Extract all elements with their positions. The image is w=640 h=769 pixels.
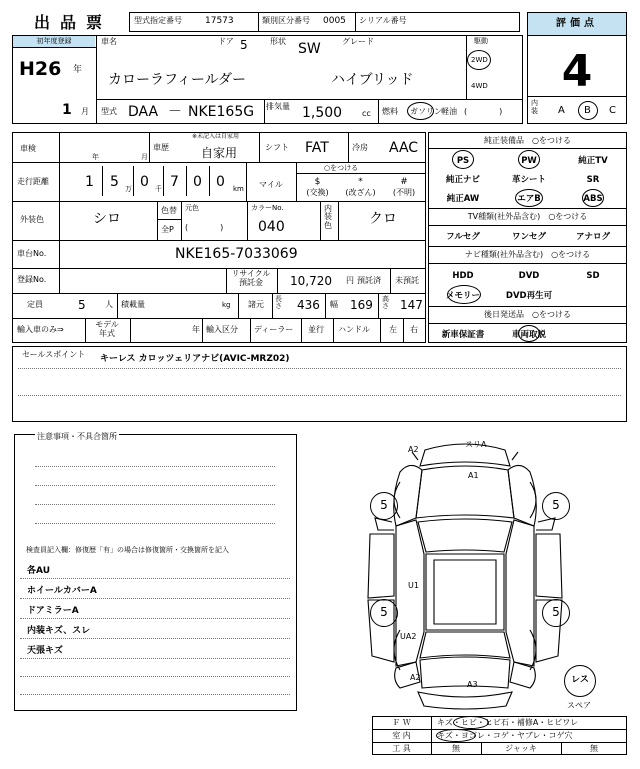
model-spec-value: 17573 [205, 16, 234, 26]
mileage-digit-6: 0 [216, 174, 225, 190]
footer-interior-value: キズ・ヨゴレ・コゲ・ヤブレ・コゲ穴 [437, 731, 573, 740]
drive-circle [467, 50, 491, 70]
recycle-label: リサイクル預託金 [231, 269, 271, 287]
length-label: 長さ [275, 295, 282, 311]
doc-manual-circle [518, 325, 540, 342]
navi-memory: メモリー [445, 291, 480, 301]
note-line-1: 各AU [27, 566, 50, 576]
mileage-opt-tamper-sym: * [358, 177, 363, 187]
era-year: H26 [19, 58, 62, 80]
diagram-label-front-center: A1 [468, 471, 479, 480]
footer-jack-label: ジャッキ [505, 744, 537, 753]
grade-value: ハイブリッド [331, 72, 414, 88]
shape-label: 形状 [270, 37, 286, 46]
ac-label: 冷房 [352, 143, 368, 152]
navi-sd: SD [586, 271, 600, 281]
height-value: 147 [400, 298, 423, 312]
page-title: 出品票 [34, 13, 113, 32]
note-line-5: 天張キズ [27, 646, 63, 656]
tire-front-left-depth: 5 [380, 498, 388, 512]
interior-grade-circle [578, 101, 598, 120]
diagram-label-front-left: A2 [408, 445, 419, 454]
equip-navi: 純正ナビ [445, 175, 480, 185]
mileage-digit-4: 7 [170, 174, 179, 190]
drive-2wd: 2WD [471, 56, 488, 64]
capacity-value: 5 [78, 298, 86, 312]
recycle-unit: 円 [346, 276, 354, 285]
diesel-label: 軽油 [441, 107, 457, 116]
navi-memory-circle [447, 285, 481, 304]
specs-label: 諸元 [248, 300, 264, 309]
length-value: 436 [297, 298, 320, 312]
door-label: ドア [218, 37, 234, 46]
grade-label: グレード [342, 37, 374, 46]
diagram-label-left-rear: UA2 [400, 632, 417, 641]
import-year-unit: 年 [192, 325, 200, 334]
month-unit: 月 [81, 107, 89, 116]
width-value: 169 [350, 298, 373, 312]
inspector-label: 検査員記入欄：修復歴「有」の場合は修復箇所・交換箇所を記入 [26, 546, 229, 554]
equip-ps-circle [452, 150, 474, 169]
shift-label: シフト [265, 143, 289, 152]
car-name: カローラフィールダー [108, 72, 247, 88]
drive-4wd: 4WD [471, 82, 488, 90]
history-label: 車歴 [153, 143, 169, 152]
equip-leather: 革シート [511, 175, 546, 185]
type-model: NKE165G [188, 104, 255, 120]
note-line-3: ドアミラーA [27, 606, 79, 616]
score-label: 評価点 [556, 18, 598, 29]
mile-label: マイル [259, 180, 283, 189]
ac-value: AAC [389, 140, 419, 156]
footer-tools-label: 工 具 [392, 744, 411, 753]
equip-sr: SR [586, 175, 600, 185]
mileage-digit-2: 5 [110, 174, 119, 190]
km-unit: km [233, 185, 244, 193]
diagram-label-left-door: U1 [408, 581, 419, 590]
car-name-label: 車名 [101, 37, 117, 46]
height-label: 高さ [382, 295, 389, 311]
tv-analog: アナログ [575, 232, 610, 242]
equip-aw: 純正AW [446, 194, 480, 204]
equip-abs: ABS [583, 194, 603, 204]
spare-tire-value: レス [571, 675, 589, 685]
sales-point-label: セールスポイント [22, 350, 86, 359]
note-line-2: ホイールカバーA [27, 586, 97, 596]
recycle-status: 預託済 [357, 276, 381, 285]
capacity-label: 定員 [27, 300, 43, 309]
mileage-circle-note: ○をつける [324, 164, 359, 172]
interior-color-value: クロ [369, 211, 397, 227]
note-line-4: 内装キズ、スレ [27, 626, 91, 636]
documents-title: 後日発送品 ○をつける [484, 310, 571, 319]
capacity-unit: 人 [105, 300, 113, 309]
mileage-opt-exchange-sym: $ [314, 177, 321, 187]
footer-jack-value: 無 [590, 744, 598, 753]
mileage-opt-unknown-sym: # [400, 177, 408, 187]
score-value: 4 [561, 46, 593, 97]
equip-tv: 純正TV [578, 156, 608, 166]
sen-unit: 千 [155, 185, 162, 193]
mileage-digit-5: 0 [193, 174, 202, 190]
doc-manual: 車両取説 [511, 330, 546, 340]
tire-rear-left-depth: 5 [380, 605, 388, 619]
handle-label: ハンドル [338, 325, 370, 334]
type-label: 型式 [101, 107, 117, 116]
spare-label: スペア [567, 701, 591, 710]
drive-label: 駆動 [474, 37, 488, 45]
color-change-label: 色替 [161, 206, 177, 215]
equipment-title: 純正装備品 ○をつける [484, 136, 571, 145]
full-paint-label: 全P [161, 225, 174, 234]
year-unit: 年 [73, 65, 83, 75]
recycle-status2: 未預託 [395, 276, 419, 285]
doc-warranty: 新車保証書 [441, 330, 485, 340]
mileage-digit-1: 1 [85, 174, 94, 190]
category-label: 類別区分番号 [262, 16, 310, 25]
handle-right: 右 [410, 325, 418, 334]
chassis-label: 車台No. [17, 249, 47, 258]
load-label: 積載量 [121, 300, 145, 309]
exterior-color-label: 外装色 [20, 215, 44, 224]
inspection-year-unit: 年 [92, 153, 99, 161]
import-label: 輸入車のみ⇒ [17, 325, 64, 334]
diagram-label-rear-left: A2 [410, 673, 421, 682]
sales-point-text: キーレス カロッツェリアナビ(AVIC-MRZ02) [100, 354, 290, 364]
first-reg-label: 初年度登録 [36, 37, 72, 45]
notes-panel [14, 434, 297, 711]
fuel-value: ガソリン [410, 107, 442, 116]
diesel-paren: ( ) [464, 107, 503, 116]
equip-pw-circle [518, 150, 540, 169]
equip-airbag-circle [515, 189, 543, 207]
serial-label: シリアル番号 [359, 16, 407, 25]
model-year-label: モデル年式 [95, 320, 119, 338]
tire-front-right-depth: 5 [552, 498, 560, 512]
full-paint-paren: ( ) [185, 223, 224, 232]
navi-dvd: DVD [518, 271, 540, 281]
shift-value: FAT [305, 140, 329, 156]
man-unit: 万 [125, 185, 132, 193]
equip-airbag: エアB [517, 194, 541, 204]
equip-abs-circle [582, 189, 604, 207]
mileage-opt-tamper: (改ざん) [345, 188, 376, 197]
displacement-label: 排気量 [266, 102, 290, 111]
tv-fullseg: フルセグ [446, 232, 480, 242]
inspection-month-unit: 月 [141, 153, 148, 161]
type-prefix: DAA [128, 104, 159, 120]
type-dash: － [168, 104, 182, 120]
interior-color-label: 内装色 [324, 204, 332, 230]
diagram-label-front-top: スリA [465, 440, 487, 449]
color-no-value: 040 [258, 219, 285, 235]
parallel-label: 並行 [308, 325, 324, 334]
interior-grade-b: B [584, 105, 591, 116]
load-unit: kg [222, 301, 231, 309]
original-color-label: 元色 [185, 204, 199, 212]
mileage-opt-unknown: (不明) [392, 188, 416, 197]
handle-left: 左 [389, 325, 397, 334]
interior-label: 内装 [531, 99, 538, 115]
tire-rear-right-depth: 5 [552, 605, 560, 619]
shape-value: SW [298, 41, 321, 57]
fuel-label: 燃料 [382, 107, 398, 116]
navi-title: ナビ種類(社外品含む) ○をつける [464, 250, 591, 259]
mileage-digit-3: 0 [140, 174, 149, 190]
color-no-label: カラーNo. [251, 204, 284, 212]
chassis-value: NKE165-7033069 [175, 246, 298, 262]
category-value: 0005 [323, 16, 346, 26]
footer-fw-value: キズ・ヒビ・ヒビ石・補修A・ヒビワレ [437, 718, 579, 727]
reg-month: 1 [62, 102, 72, 118]
equip-pw: PW [521, 156, 537, 166]
navi-hdd: HDD [452, 271, 474, 281]
width-label: 幅 [330, 300, 338, 309]
displacement-value: 1,500 [302, 105, 343, 121]
tv-title: TV種類(社外品含む) ○をつける [467, 212, 588, 221]
footer-fw-label: Ｆ Ｗ [392, 718, 411, 727]
mileage-opt-exchange: (交換) [306, 188, 329, 197]
notes-title: 注意事項・不具合箇所 [37, 432, 117, 441]
navi-dvd-playback: DVD再生可 [505, 291, 553, 301]
interior-grade-a: A [558, 105, 565, 116]
footer-interior-label: 室 内 [392, 731, 411, 740]
fuel-circle [407, 102, 434, 120]
import-type-label: 輸入区分 [206, 325, 238, 334]
footer-interior-circle [436, 729, 476, 742]
interior-grade-c: C [609, 105, 616, 116]
footer-tools-value: 無 [452, 744, 460, 753]
mileage-label: 走行距離 [17, 177, 49, 186]
inspection-label: 車検 [20, 144, 36, 153]
displacement-unit: cc [362, 109, 371, 118]
model-spec-label: 型式指定番号 [134, 16, 182, 25]
door-value: 5 [240, 38, 248, 52]
dealer-label: ディーラー [254, 325, 294, 334]
tv-oneseg: ワンセグ [511, 232, 546, 242]
footer-fw-circle [453, 716, 489, 729]
recycle-amount: 10,720 [290, 274, 332, 288]
history-note: ※未記入は自家用 [192, 133, 240, 140]
exterior-color-value: シロ [93, 211, 121, 227]
registration-label: 登録No. [17, 275, 47, 284]
diagram-label-rear-center: A3 [467, 680, 478, 689]
history-value: 自家用 [201, 146, 238, 160]
equip-ps: PS [456, 156, 470, 166]
